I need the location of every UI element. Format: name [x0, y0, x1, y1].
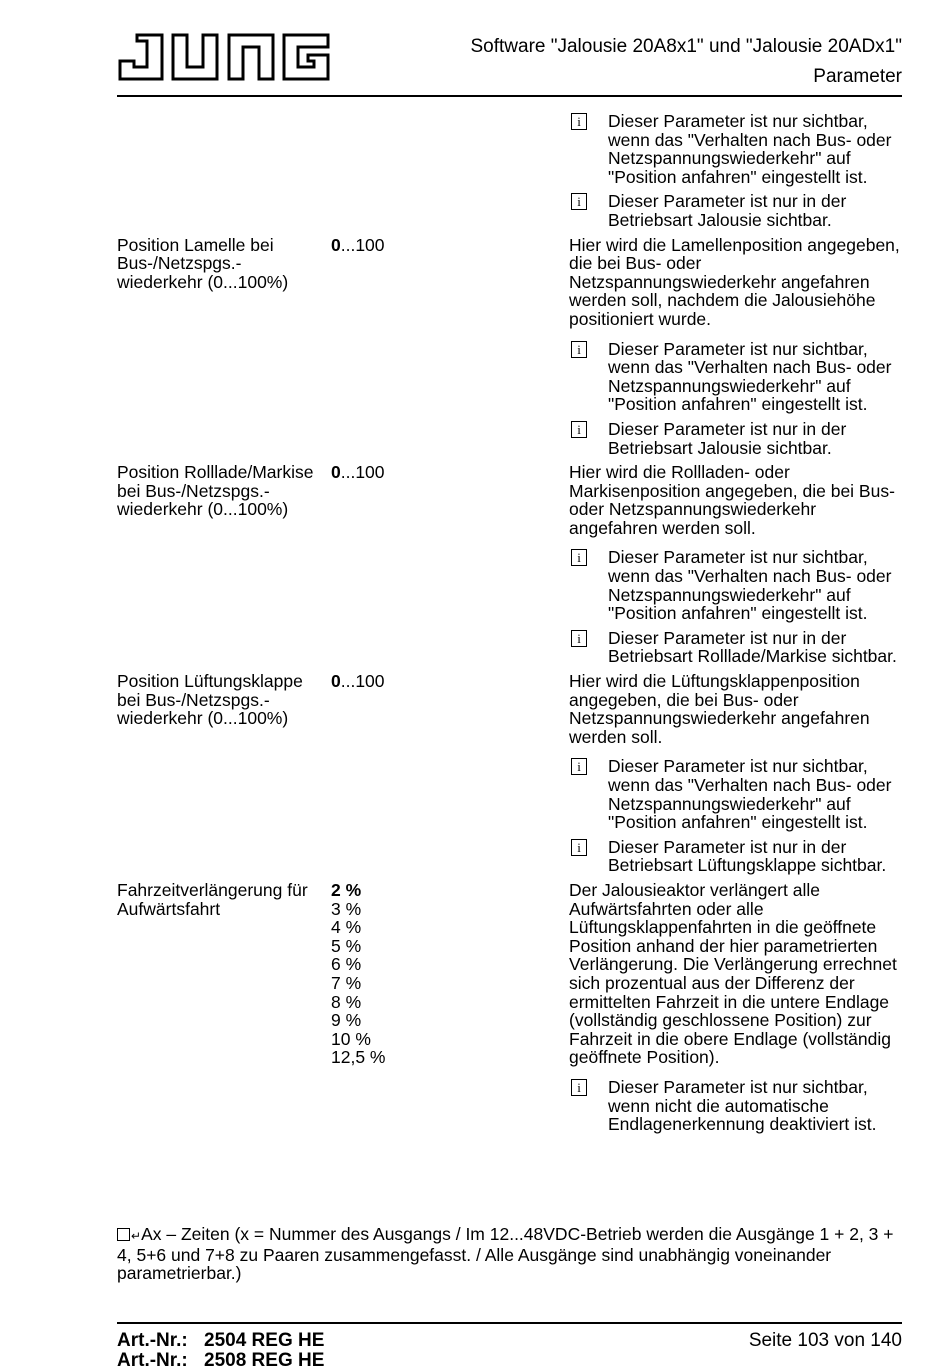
option: 4 %	[331, 917, 362, 938]
info-icon: i	[571, 341, 587, 358]
option: 5 %	[331, 935, 362, 956]
option: 7 %	[331, 972, 362, 993]
header-divider	[117, 95, 902, 97]
parameter-options	[331, 881, 451, 1067]
parameter-name: Position Lamelle bei Bus-/Netzspgs.- wiederkehr (0...100%)	[117, 234, 289, 292]
footer-divider	[117, 1322, 902, 1324]
option: 12,5 %	[331, 1047, 386, 1068]
parameter-value: 0...100	[331, 671, 385, 692]
document-title: Software "Jalousie 20A8x1" und "Jalousie 20ADx1"	[470, 36, 902, 57]
parameter-row	[117, 881, 903, 1134]
parameter-row	[117, 672, 903, 875]
page-number: Seite 103 von 140	[748, 1330, 902, 1351]
parameter-description: Hier wird die Rollladen- oder Markisenposition angegeben, die bei Bus- oder Netzspannungswiederkehr angefahren werden soll.	[569, 462, 895, 538]
arrow-icon: ↵	[131, 1229, 142, 1243]
info-icon: i	[571, 113, 587, 130]
parameter-name: Position Rolllade/Markise bei Bus-/Netzspgs.- wiederkehr (0...100%)	[117, 462, 314, 520]
info-icon: i	[571, 839, 587, 856]
info-icon: i	[571, 193, 587, 210]
info-note: i Dieser Parameter ist nur in der Betriebsart Lüftungsklappe sichtbar.	[569, 838, 903, 875]
parameter-name: Position Lüftungsklappe bei Bus-/Netzspgs.- wiederkehr (0...100%)	[117, 671, 303, 729]
path-footnote: ↵Ax – Zeiten (x = Nummer des Ausgangs / Im 12...48VDC-Betrieb werden die Ausgänge 1 + 2, 3 + 4, 5+6 und 7+8 zu Paaren zusammengefasst. / Alle Ausgänge sind unabhängig voneinander parametrierbar.)	[117, 1224, 894, 1284]
article-number: Art.-Nr.: 2508 REG HE	[117, 1350, 325, 1371]
parameter-description: Hier wird die Lüftungsklappenposition angegeben, die bei Bus- oder Netzspannungswiederkehr angefahren werden soll.	[569, 671, 870, 747]
info-icon: i	[571, 1079, 587, 1096]
jung-logo	[117, 31, 332, 83]
parameter-row	[117, 236, 903, 458]
info-icon: i	[571, 758, 587, 775]
option: 8 %	[331, 991, 362, 1012]
parameter-value: 0...100	[331, 462, 385, 483]
info-icon: i	[571, 421, 587, 438]
top-notes	[117, 112, 903, 230]
option: 10 %	[331, 1028, 371, 1049]
info-note: i Dieser Parameter ist nur sichtbar, wenn das "Verhalten nach Bus- oder Netzspannungswiederkehr" auf "Position anfahren" eingestellt ist.	[569, 548, 903, 622]
info-icon: i	[571, 549, 587, 566]
info-note: i Dieser Parameter ist nur sichtbar, wenn das "Verhalten nach Bus- oder Netzspannungswiederkehr" auf "Position anfahren" eingestellt ist.	[569, 340, 903, 414]
parameter-description: Hier wird die Lamellenposition angegeben, die bei Bus- oder Netzspannungswiederkehr angefahren werden soll, nachdem die Jalousiehöhe positioniert wurde.	[569, 234, 900, 329]
document-subtitle: Parameter	[813, 66, 902, 87]
info-icon: i	[571, 630, 587, 647]
info-note: i Dieser Parameter ist nur sichtbar, wenn das "Verhalten nach Bus- oder Netzspannungswiederkehr" auf "Position anfahren" eingestellt ist.	[569, 757, 903, 831]
option: 6 %	[331, 954, 362, 975]
info-note: i Dieser Parameter ist nur in der Betriebsart Jalousie sichtbar.	[569, 420, 903, 457]
option-default: 2 %	[331, 879, 362, 900]
article-number: Art.-Nr.: 2504 REG HE	[117, 1330, 325, 1351]
parameter-description: Der Jalousieaktor verlängert alle Aufwärtsfahrten oder alle Lüftungsklappenfahrten in die geöffnete Position anhand der hier parametrierten Verlängerung. Die Verlängerung errechnet sich prozentual aus der Differenz der ermittelten Fahrzeit in die untere Endlage (vollständig geschlossene Position) zur Fahrzeit in die obere Endlage (vollständig geöffnete Position).	[569, 879, 897, 1068]
info-note: i Dieser Parameter ist nur in der Betriebsart Jalousie sichtbar.	[569, 192, 903, 229]
parameter-table	[117, 112, 903, 1134]
option: 3 %	[331, 898, 362, 919]
info-note: i Dieser Parameter ist nur sichtbar, wenn nicht die automatische Endlagenerkennung deaktiviert ist.	[569, 1078, 903, 1134]
info-note: i Dieser Parameter ist nur in der Betriebsart Rolllade/Markise sichtbar.	[569, 629, 903, 666]
parameter-name: Fahrzeitverlängerung für Aufwärtsfahrt	[117, 879, 308, 919]
info-note: i Dieser Parameter ist nur sichtbar, wenn das "Verhalten nach Bus- oder Netzspannungswiederkehr" auf "Position anfahren" eingestellt ist.	[569, 112, 903, 186]
path-icon	[117, 1228, 130, 1241]
parameter-value: 0...100	[331, 234, 385, 255]
option: 9 %	[331, 1010, 362, 1031]
parameter-row	[117, 463, 903, 666]
